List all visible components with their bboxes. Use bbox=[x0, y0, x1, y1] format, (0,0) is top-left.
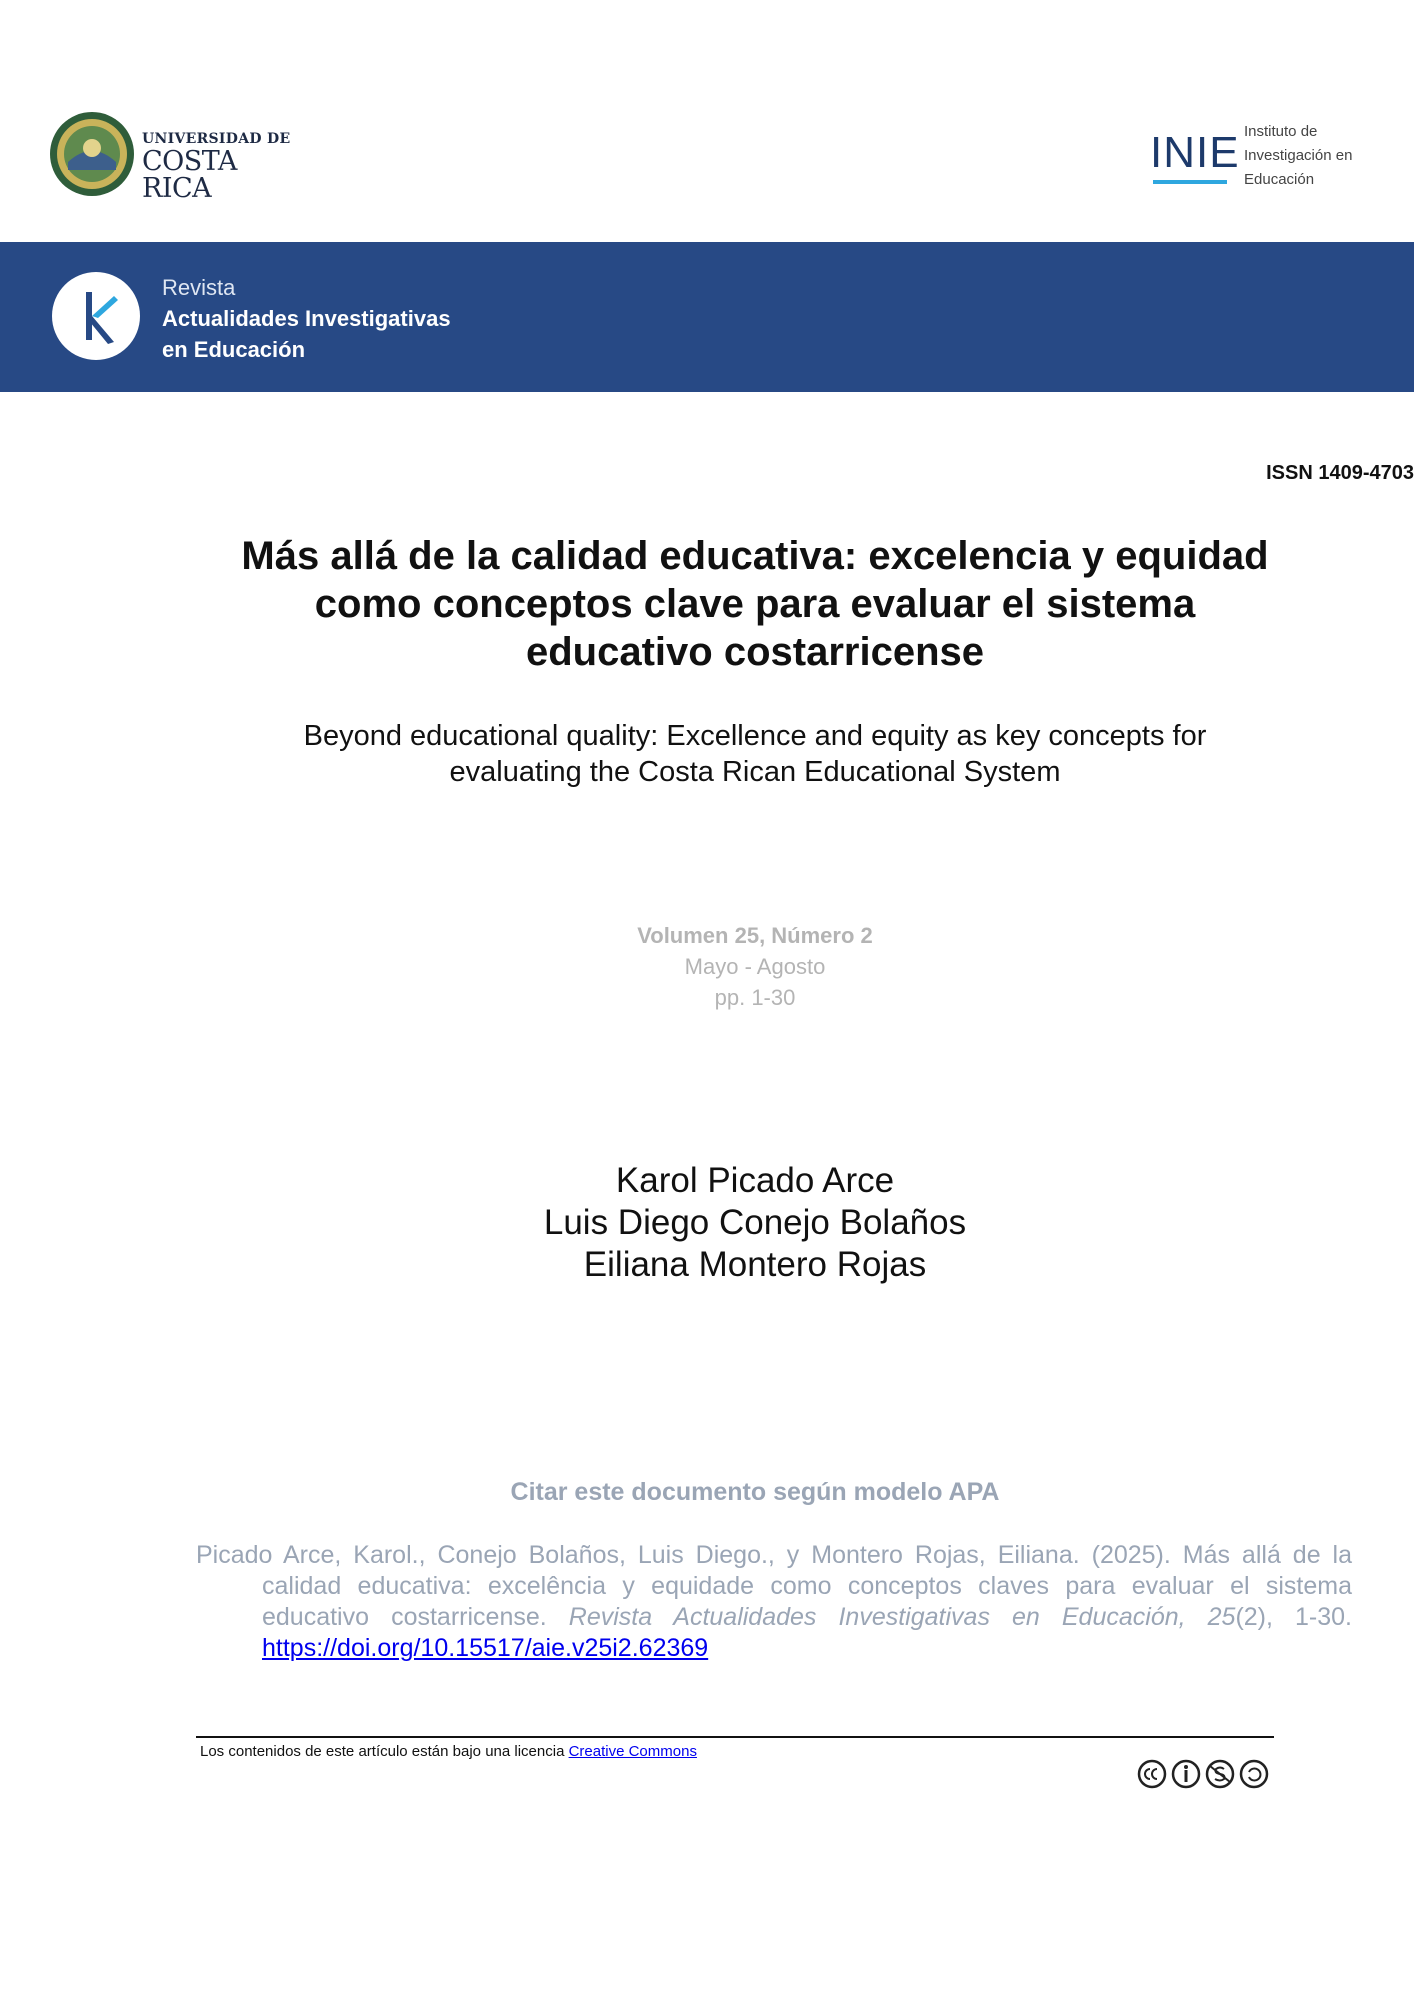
subtitle-line: Beyond educational quality: Excellence and equity as key concepts for bbox=[303, 720, 1207, 752]
cc-license-icons bbox=[1136, 1758, 1270, 1790]
volume-period: Mayo - Agosto bbox=[684, 954, 826, 979]
citation-part2: (2), 1-30. bbox=[1235, 1603, 1352, 1631]
article-title bbox=[180, 532, 1330, 676]
inie-acronym: INIE bbox=[1150, 128, 1240, 177]
title-line: Más allá de la calidad educativa: excelencia y equidad bbox=[241, 534, 1269, 578]
author-name: Luis Diego Conejo Bolaños bbox=[543, 1203, 967, 1242]
doi-link[interactable]: https://doi.org/10.15517/aie.v25i2.62369 bbox=[262, 1634, 709, 1662]
journal-name-line2: Actualidades Investigativas bbox=[162, 306, 451, 331]
subtitle-line: evaluating the Costa Rican Educational System bbox=[449, 756, 1061, 788]
journal-name-line3: en Educación bbox=[162, 337, 306, 362]
ucr-line2: COSTA RICA bbox=[142, 146, 237, 204]
citation-heading: Citar este documento según modelo APA bbox=[510, 1478, 1000, 1506]
inie-logo bbox=[1150, 118, 1400, 198]
creative-commons-link[interactable]: Creative Commons bbox=[568, 1743, 697, 1760]
license-notice bbox=[200, 1743, 697, 1760]
journal-name-line1: Revista bbox=[162, 275, 236, 300]
article-subtitle bbox=[180, 718, 1330, 790]
title-line: como conceptos clave para evaluar el sistema bbox=[314, 582, 1196, 626]
issn: ISSN 1409-4703 bbox=[1266, 462, 1414, 484]
ucr-logo bbox=[48, 110, 298, 205]
author-name: Karol Picado Arce bbox=[615, 1161, 895, 1200]
ucr-seal-icon bbox=[48, 110, 136, 198]
ucr-wordmark bbox=[142, 132, 298, 202]
cc-icon bbox=[1139, 1761, 1165, 1787]
inie-sub2: Investigación en bbox=[1244, 147, 1353, 164]
authors-list bbox=[180, 1160, 1330, 1286]
citation-journal: Revista Actualidades Investigativas en Educación, 25 bbox=[568, 1603, 1236, 1631]
citation-text bbox=[196, 1540, 1352, 1664]
journal-name bbox=[162, 272, 451, 365]
journal-banner bbox=[0, 242, 1414, 392]
license-text: Los contenidos de este artículo están bajo una licencia bbox=[200, 1743, 569, 1760]
title-line: educativo costarricense bbox=[526, 630, 984, 674]
inie-sub3: Educación bbox=[1244, 171, 1315, 188]
volume-number: Volumen 25, Número 2 bbox=[637, 923, 873, 948]
journal-logo-icon bbox=[52, 272, 140, 360]
nc-icon bbox=[1207, 1761, 1233, 1787]
volume-pages: pp. 1-30 bbox=[714, 985, 796, 1010]
inie-sub1: Instituto de bbox=[1244, 123, 1318, 140]
inie-subtitle bbox=[1244, 120, 1352, 192]
inie-underline bbox=[1153, 180, 1227, 184]
footer-divider bbox=[196, 1736, 1274, 1738]
citation-part1: Picado Arce, Karol., Conejo Bolaños, Luis Diego., y Montero Rojas, Eiliana. (2025). Más allá de la calidad educativa: excelência y equidade como conceptos claves para evaluar el sistema educativo costarricense. bbox=[196, 1541, 1352, 1631]
author-name: Eiliana Montero Rojas bbox=[583, 1245, 927, 1284]
ucr-line1: UNIVERSIDAD DE bbox=[142, 131, 291, 147]
sa-icon bbox=[1241, 1761, 1267, 1787]
volume-info bbox=[180, 920, 1330, 1013]
by-icon bbox=[1173, 1761, 1199, 1787]
